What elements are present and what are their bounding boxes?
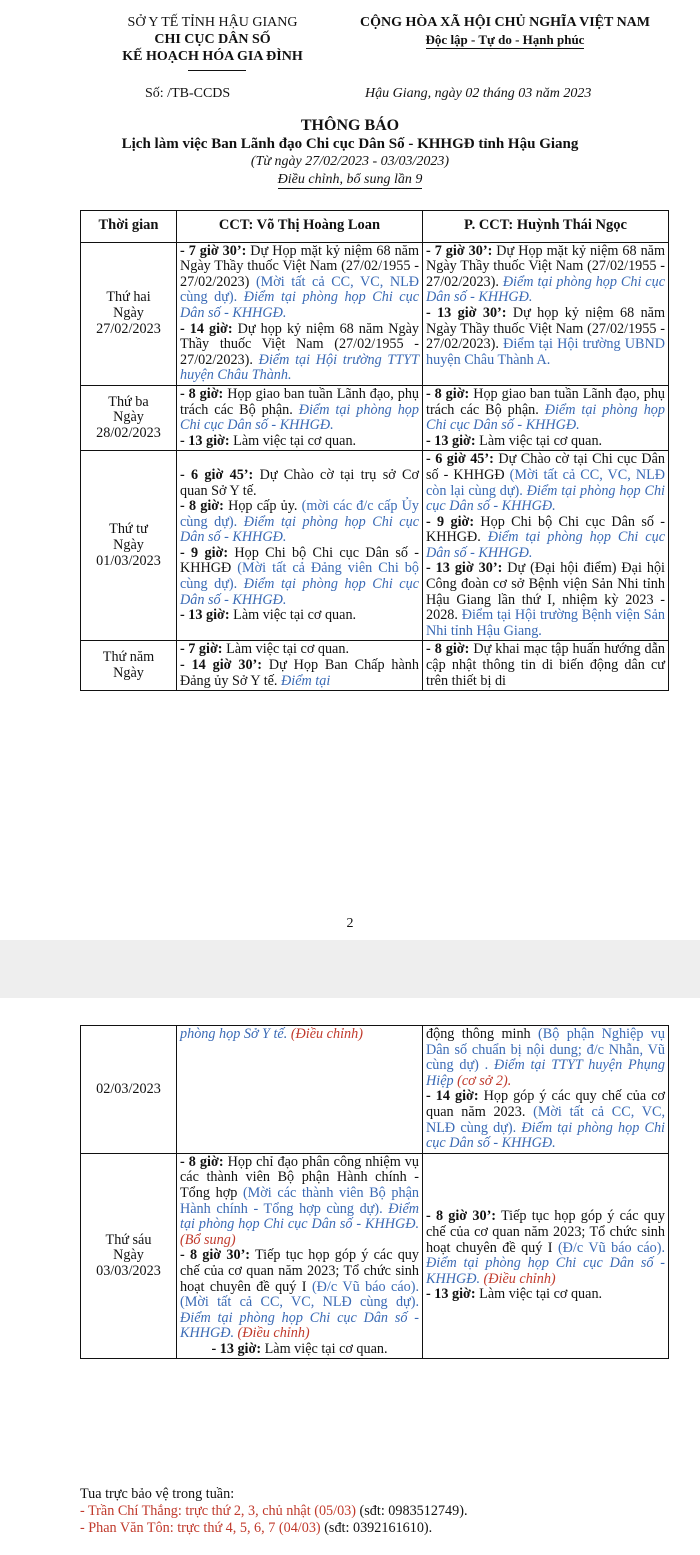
schedule-entry <box>180 546 419 608</box>
entry-time: - 8 giờ: <box>180 1153 224 1170</box>
deputy-schedule-cell <box>423 1153 669 1359</box>
entry-text: Làm việc tại cơ quan. <box>229 607 357 624</box>
schedule-entry <box>180 642 419 658</box>
entry-time: - 13 giờ: <box>211 1340 262 1357</box>
page-separator <box>0 940 700 998</box>
entry-text: động thông minh <box>426 1026 531 1042</box>
day-cell <box>81 1026 177 1154</box>
entry-place: Điểm tại phòng họp Chi cục Dân số - KHHGĐ. <box>180 401 419 434</box>
entry-time: - 7 giờ 30’: <box>426 242 493 259</box>
agency-underline <box>188 70 246 71</box>
director-schedule-cell <box>177 451 423 641</box>
schedule-entry <box>426 515 665 562</box>
entry-place: Điểm tại phòng họp Chi cục Dân số - KHHGĐ. <box>180 576 419 608</box>
entry-invite: (Bộ phận Nghiệp vụ Dân số chuẩn bị nội dung; đ/c Nhẫn, Vũ cùng dự) . <box>426 1026 665 1074</box>
schedule-entry <box>426 434 665 450</box>
entry-place: Điểm tại phòng họp Chi cục Dân số - KHHGĐ. <box>426 529 665 561</box>
header-director: CCT: Võ Thị Hoàng Loan <box>177 211 423 243</box>
entry-time: - 7 giờ: <box>180 641 223 658</box>
entry-text: Họp Chi bộ Chi cục Dân số - KHHGĐ <box>180 544 419 577</box>
header-time: Thời gian <box>81 211 177 243</box>
entry-time: - 13 giờ 30’: <box>426 304 507 321</box>
guard-duty-section <box>80 1486 680 1537</box>
entry-note: (cơ sở 2). <box>453 1072 512 1089</box>
entry-time: - 8 giờ: <box>426 385 470 402</box>
schedule-entry <box>180 434 419 450</box>
schedule-table-part-2 <box>80 1025 669 1359</box>
entry-text: Họp chỉ đạo phân công nhiệm vụ các thành viên Bộ phận Hành chính - Tổng hợp <box>180 1153 419 1201</box>
entry-text: Họp cấp ủy. <box>223 498 298 515</box>
entry-invite: (Mời tất cả CC, VC, NLĐ cùng dự). <box>180 273 419 306</box>
entry-note: (Điều chỉnh) <box>287 1026 363 1042</box>
entry-text: Dự Chào cờ tại trụ sở Cơ quan Sở Y tế. <box>180 466 419 499</box>
agency-name-line2: KẾ HOẠCH HÓA GIA ĐÌNH <box>122 49 303 64</box>
entry-place: Điểm tại Hội trường UBND huyện Châu Thành A. <box>426 336 665 368</box>
national-heading <box>330 14 680 49</box>
entry-text: Tiếp tục họp góp ý các quy chế của cơ quan năm 2023; Tổ chức sinh hoạt chuyên đề quý I <box>426 1208 665 1256</box>
guard-duty-title: Tua trực bảo vệ trong tuần: <box>80 1486 235 1502</box>
national-motto: Độc lập - Tự do - Hạnh phúc <box>425 32 585 47</box>
entry-place: Điểm tại phòng họp Chi cục Dân số - KHHGĐ. <box>426 1255 665 1287</box>
guard-name-1: - Trần Chí Thắng: trực thứ 2, 3, chủ nhật (05/03) <box>80 1503 356 1519</box>
day-cell <box>81 385 177 450</box>
day-cell <box>81 1153 177 1359</box>
entry-time: - 13 giờ 30’: <box>426 560 503 577</box>
director-schedule-cell <box>177 1026 423 1154</box>
document-title: THÔNG BÁO <box>300 117 400 134</box>
deputy-schedule-cell <box>423 1026 669 1154</box>
entry-text: Làm việc tại cơ quan. <box>261 1340 388 1357</box>
document-date: Hậu Giang, ngày 02 tháng 03 năm 2023 <box>365 86 592 101</box>
entry-text: Làm việc tại cơ quan. <box>475 432 603 449</box>
revision-note: Điều chỉnh, bổ sung lần 9 <box>277 172 423 187</box>
deputy-schedule-cell <box>423 385 669 450</box>
schedule-entry <box>180 322 419 384</box>
entry-time: - 9 giờ: <box>180 544 229 561</box>
schedule-entry <box>426 1027 665 1089</box>
entry-text: Tiếp tục họp góp ý các quy chế của cơ quan năm 2023; Tổ chức sinh hoạt chuyên đề quý I <box>180 1247 419 1295</box>
entry-text: Họp giao ban tuần Lãnh đạo, phụ trách các Bộ phận. <box>426 385 666 418</box>
schedule-entry <box>180 387 419 434</box>
entry-time: - 13 giờ: <box>426 1286 476 1303</box>
page-number: 2 <box>346 916 354 931</box>
entry-text: Dự khai mạc tập huấn hướng dẫn cập nhật thông tin di biến động dân cư trên thiết bị di <box>426 641 665 689</box>
entry-note: (Bổ sung) <box>180 1231 236 1248</box>
entry-text: Dự (Đại hội điểm) Đại hội Công đoàn cơ sở Bệnh viện Sản Nhi tỉnh Hậu Giang lần thứ I, nhiệm kỳ 2023 - 2028. <box>426 560 665 624</box>
director-schedule-cell <box>177 385 423 450</box>
weekday: Thứ năm <box>102 649 155 666</box>
director-schedule-cell <box>177 641 423 691</box>
entry-text: Dự Họp mặt kỷ niệm 68 năm Ngày Thầy thuốc Việt Nam (27/02/1955 - 27/02/2023) <box>180 242 419 290</box>
schedule-entry <box>180 499 419 546</box>
day-date: 03/03/2023 <box>96 1262 161 1279</box>
document-header <box>0 14 700 74</box>
day-date: 27/02/2023 <box>96 320 161 337</box>
schedule-entry <box>426 642 665 689</box>
schedule-entry <box>180 244 419 322</box>
entry-time: - 14 giờ: <box>180 320 233 337</box>
entry-text: Họp Chi bộ Chi cục Dân số - KHHGĐ. <box>426 513 665 546</box>
document-number: Số: /TB-CCDS <box>145 86 231 101</box>
entry-text: Dự Chào cờ tại Chi cục Dân số - KHHGĐ <box>426 451 665 483</box>
weekday: Thứ ba <box>108 393 149 410</box>
day-label: Ngày <box>113 1247 144 1264</box>
schedule-entry <box>426 1089 665 1151</box>
entry-place: Điểm tại phòng họp Chi cục Dân số - KHHGĐ. <box>180 1200 419 1233</box>
entry-text: Họp giao ban tuần Lãnh đạo, phụ trách các Bộ phận. <box>180 385 420 418</box>
schedule-entry <box>180 1248 419 1342</box>
weekday: Thứ hai <box>106 289 151 306</box>
day-date: 28/02/2023 <box>96 424 161 441</box>
header-deputy: P. CCT: Huỳnh Thái Ngọc <box>423 211 669 243</box>
entry-invite: (mời các đ/c cấp Ủy cùng dự). <box>180 498 420 530</box>
day-label: Ngày <box>113 304 144 321</box>
agency-name-line1: CHI CỤC DÂN SỐ <box>154 32 271 47</box>
schedule-entry <box>426 1287 665 1303</box>
entry-time: - 8 giờ: <box>426 641 470 658</box>
entry-note: (Điều chỉnh) <box>480 1270 556 1287</box>
document-titles <box>0 116 700 189</box>
schedule-entry <box>426 452 665 514</box>
table-row <box>81 1153 669 1359</box>
day-label: Ngày <box>113 537 144 554</box>
schedule-entry <box>180 1342 419 1358</box>
schedule-entry <box>180 608 419 624</box>
entry-place: Điểm tại phòng họp Chi cục Dân số - KHHGĐ. <box>180 1309 419 1342</box>
day-cell <box>81 451 177 641</box>
entry-note: (Điều chỉnh) <box>234 1325 310 1342</box>
schedule-entry <box>180 658 419 689</box>
table-row <box>81 385 669 450</box>
entry-text: Làm việc tại cơ quan. <box>229 432 357 449</box>
table-row <box>81 242 669 385</box>
deputy-schedule-cell <box>423 242 669 385</box>
schedule-entry <box>180 1027 419 1043</box>
document-subject: Lịch làm việc Ban Lãnh đạo Chi cục Dân Số - KHHGĐ tỉnh Hậu Giang <box>121 136 579 152</box>
schedule-entry <box>180 1155 419 1249</box>
entry-time: - 14 giờ: <box>426 1088 479 1105</box>
document-page-2 <box>0 916 700 1555</box>
guard-duty-line <box>80 1520 680 1537</box>
entry-time: - 13 giờ: <box>426 432 476 449</box>
weekday: Thứ tư <box>109 521 148 538</box>
weekday: Thứ sáu <box>105 1231 152 1248</box>
entry-place: phòng họp Sở Y tế. <box>180 1026 288 1042</box>
entry-text: Dự Họp mặt kỷ niệm 68 năm Ngày Thầy thuốc Việt Nam (27/02/1955 - 27/02/2023). <box>426 242 665 290</box>
entry-invite: (Mời tất cả CC, VC, NLĐ cùng dự). <box>426 1103 665 1136</box>
day-label: Ngày <box>113 409 144 426</box>
entry-place: Điểm tại Hội trường TTYT huyện Châu Thành. <box>180 351 419 384</box>
entry-place: Điểm tại TTYT huyện Phụng Hiệp <box>426 1057 665 1089</box>
schedule-entry <box>180 468 419 499</box>
entry-text: Làm việc tại cơ quan. <box>475 1286 603 1303</box>
entry-place: Điểm tại Hội trường Bệnh viện Sản Nhi tỉnh Hậu Giang. <box>426 607 665 639</box>
entry-time: - 14 giờ 30’: <box>180 657 262 674</box>
day-label: Ngày <box>113 664 144 681</box>
director-schedule-cell <box>177 242 423 385</box>
entry-invite: (Đ/c Vũ báo cáo). <box>552 1239 665 1256</box>
entry-time: - 6 giờ 45’: <box>180 466 254 483</box>
schedule-entry <box>426 561 665 639</box>
day-cell <box>81 242 177 385</box>
entry-place: Điểm tại <box>277 672 331 689</box>
entry-place: Điểm tại phòng họp Chi cục Dân số - KHHGĐ. <box>426 1119 665 1152</box>
entry-invite: (Đ/c Vũ báo cáo). (Mời tất cả CC, VC, NLĐ cùng dự). <box>180 1278 419 1311</box>
entry-place: Điểm tại phòng họp Chi cục Dân số - KHHGĐ. <box>180 289 419 321</box>
schedule-entry <box>426 387 665 434</box>
entry-text: Họp góp ý các quy chế của cơ quan năm 2023. <box>426 1088 665 1120</box>
entry-time: - 8 giờ 30’: <box>426 1208 497 1225</box>
entry-text: Làm việc tại cơ quan. <box>222 641 349 658</box>
entry-time: - 13 giờ: <box>180 607 230 624</box>
entry-time: - 7 giờ 30’: <box>180 242 247 259</box>
entry-place: Điểm tại phòng họp Chi cục Dân số - KHHGĐ. <box>426 401 665 434</box>
table-row <box>81 451 669 641</box>
table-row <box>81 641 669 691</box>
day-date: 01/03/2023 <box>96 552 161 569</box>
entry-invite: (Mời tất cả Đảng viên Chi bộ cùng dự). <box>180 560 419 593</box>
schedule-table-part-1 <box>80 210 669 691</box>
director-schedule-cell <box>177 1153 423 1359</box>
entry-time: - 8 giờ: <box>180 498 224 515</box>
guard-phone-1: (sđt: 0983512749). <box>355 1503 468 1519</box>
schedule-entry <box>426 244 665 306</box>
entry-time: - 8 giờ: <box>180 385 224 402</box>
entry-time: - 9 giờ: <box>426 513 475 530</box>
deputy-schedule-cell <box>423 451 669 641</box>
table-header-row <box>81 211 669 243</box>
entry-place: Điểm tại phòng họp Chi cục Dân số - KHHGĐ. <box>180 513 419 546</box>
entry-time: - 6 giờ 45’: <box>426 451 494 468</box>
agency-parent: SỞ Y TẾ TỈNH HẬU GIANG <box>127 15 298 30</box>
schedule-entry <box>426 1209 665 1287</box>
guard-name-2: - Phan Văn Tôn: trực thứ 4, 5, 6, 7 (04/03) <box>80 1520 321 1536</box>
issuing-agency <box>80 14 345 65</box>
date-range: (Từ ngày 27/02/2023 - 03/03/2023) <box>250 154 450 169</box>
schedule-entry <box>426 306 665 368</box>
guard-phone-2: (sđt: 0392161610). <box>320 1520 433 1536</box>
day-cell <box>81 641 177 691</box>
deputy-schedule-cell <box>423 641 669 691</box>
table-row <box>81 1026 669 1154</box>
entry-place: Điểm tại phòng họp Chi cục Dân số - KHHGĐ. <box>426 482 665 515</box>
nation-title: CỘNG HÒA XÃ HỘI CHỦ NGHĨA VIỆT NAM <box>359 15 650 30</box>
entry-text: Dự Họp Ban Chấp hành Đảng ủy Sở Y tế. <box>180 657 419 689</box>
guard-duty-line <box>80 1503 680 1520</box>
entry-time: - 8 giờ 30’: <box>180 1247 251 1264</box>
entry-text: Dự họp kỷ niệm 68 năm Ngày Thầy thuốc Việt Nam (27/02/1955 - 27/02/2023). <box>180 320 419 368</box>
entry-time: - 13 giờ: <box>180 432 230 449</box>
entry-text: Dự họp kỷ niệm 68 năm Ngày Thầy thuốc Việt Nam (27/02/1955 - 27/02/2023). <box>426 304 665 353</box>
entry-invite: (Mời các thành viên Bộ phận Hành chính - Tổng hợp cùng dự). <box>180 1184 419 1217</box>
entry-invite: (Mời tất cả CC, VC, NLĐ còn lại cùng dự). <box>426 466 665 499</box>
day-date: 02/03/2023 <box>96 1080 161 1097</box>
entry-place: Điểm tại phòng họp Chi cục Dân số - KHHGĐ. <box>426 273 665 306</box>
